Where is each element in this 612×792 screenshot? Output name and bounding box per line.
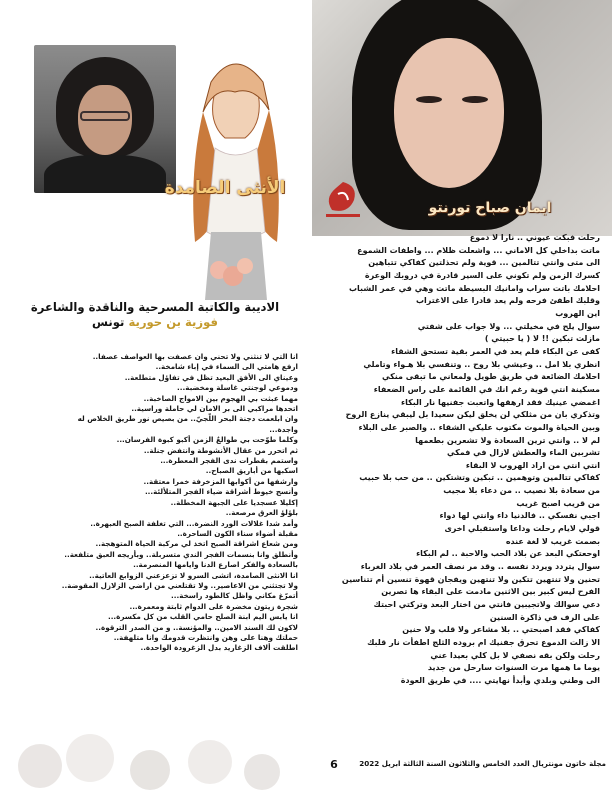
text-line: واستمم بقطرات ندى الفجر المعطرة... <box>160 456 298 466</box>
text-line: الفرح ليس كبير بين الاثنين مادمت على البقاء ها تصرين <box>381 587 600 597</box>
text-line: ارفع هامتي الى السماء في إباء شامخة.. <box>155 362 298 372</box>
text-line: اجبي نفسكي .. فالدنيا داء وانتي لها دواء <box>439 511 600 521</box>
text-line: قولي لايام رحلت وداعا واستقبلي اخرى <box>444 524 600 534</box>
text-line: وارشفها من أكوابها المزخرفة خمرا معتقة.. <box>143 476 298 486</box>
text-line: ومن شعاع اشراقة الصبح اتخذ لي مركبة الحياة المتوهجة.. <box>95 539 298 549</box>
text-line: اتحدها مراكبي الى بر الامان لي حاملة وراسية.. <box>131 404 298 414</box>
text-line: مسكينة انتي قوية رغم انك في القائمة على راس الضعفاء <box>373 384 600 394</box>
woman-illustration <box>185 52 285 300</box>
text-line: انا التي لا تنثني ولا تحني وان عصفت بها العواصف عصفا.. <box>92 352 298 361</box>
author-title: الاديبة والكاتبة المسرحية والناقدة والشاعرة <box>30 300 280 314</box>
text-line: اغمضي عينيك فقد ارهقها واتعبت جفنيها نار البكاء <box>401 397 600 407</box>
poet-name: ايمان صباح تورنتو <box>428 200 552 216</box>
roses-decoration <box>0 718 300 792</box>
text-line: إكليلا عسجديا على الجبهة المخطلة.. <box>170 497 298 507</box>
text-line: اطلقت ألاف الزغاريد بدل الزغرودة الواحدة.. <box>140 643 298 653</box>
text-line: بلؤلؤ العرق مرصعة.. <box>225 508 298 518</box>
text-line: اوحعتكي البعد عن بلاد الحب والاحبة .. لم البكاء <box>416 549 600 559</box>
text-line: وتذكري بان من مثلكي لن يخلق ليكن سعيدا بل ليبقي ينازع الروح <box>345 410 600 420</box>
text-line: رحلت فبكت عيوني .. نارا لا دموع <box>469 233 600 242</box>
author-name-line <box>14 315 296 330</box>
text-line: ماتت بداخلي كل الاماني ... واشعلت ظلام ... واطفات الشموع <box>357 245 600 255</box>
text-line: كفاكي فقد اصبحتي .. بلا مشاعر ولا قلب ولا حنين <box>402 625 600 635</box>
khatun-logo-icon <box>318 178 368 222</box>
text-line: ولا تجتثني من الاعاصير.. ولا تقتلعني من اراضي الزلازل المقوضة.. <box>61 580 298 590</box>
text-line: انتي انتي من اراد الهروب لا البقاء <box>465 460 600 470</box>
text-line: وأنسج خيوط أشراقة ضياء الفجر المتلألئة... <box>144 487 298 497</box>
text-line: اين الهروب <box>555 308 600 318</box>
text-line: أتمرّغ مكاني واظل كالطود راسخة... <box>171 591 298 601</box>
page-number: 6 <box>330 758 338 771</box>
text-line: واجدة... <box>269 424 298 434</box>
text-line: مقبلة أضواء سناء الكون الساحرة.. <box>177 528 298 538</box>
text-line: الى وطني وبلدي وأبدأ نهايتي .... في طريق العودة <box>400 675 600 685</box>
magazine-footer: مجلة خاتون مونتريال العدد الخامس والثلاثون السنة الثالثة ابريل 2022 <box>359 759 606 768</box>
text-line: وأمد شدا غلالات الورد النضرة... التي تغلفة الصبح العبهرة.. <box>90 518 298 528</box>
author-photo <box>34 45 176 193</box>
text-line: كسرك الزمن ولم تكوني على السير قادرة في دروبك الوعرة <box>364 270 600 280</box>
text-line: من سعادة بلا نصيب .. من دعاء بلا مجيب <box>443 486 600 496</box>
text-line: اسكبها من أباريق الصباح.. <box>205 466 298 476</box>
text-line: سوال يلح في مخيلتي ... ولا جواب على شفتي <box>417 321 600 331</box>
text-line: بصمت غريب لا لغة عنده <box>505 536 600 546</box>
text-line: احلامك الضائعة في طريق طويل ولمعاني ما تبقى منكي <box>381 372 600 382</box>
text-line: سوال يتردد ويردد نفسه .. وقد مر نصف العمر في بلاد الغرباء <box>360 562 600 572</box>
text-line: وأنطلق وانا بنسمات الفجر الندي متسربلة.. وبأريجه العبق متلفعة.. <box>64 549 298 559</box>
text-line: الا زالت الدموع تحرق جفنيك ام بروده الثلج اطفأت نار قلبك <box>367 638 600 647</box>
text-line: كفاكي تتالمين وتوهمين .. تبكين وتشتكين .. من حب بلا حبيب <box>359 473 600 483</box>
text-line: بالسعادة والفكر اصارع الدنا وايامها المنصرمة.. <box>133 560 298 570</box>
article-header <box>14 300 296 330</box>
text-line: كفى عن البكاء فلم يعد في العمر بقية تستحق الشقاء <box>391 346 600 356</box>
text-line: من قريب اصبح غريب <box>516 498 600 508</box>
author-name: فوزية بن حورية <box>128 315 218 329</box>
text-line: وعيناي الى الأفق البعيد تظل في تفاؤل متطلعة.. <box>124 372 298 382</box>
text-line: تحنين ولا تنتهين تتكين ولا تنتهين ويفجان قهوة تنسين أم تتناسين <box>341 574 600 584</box>
left-column-text <box>12 352 298 654</box>
text-line: وبين الحياة والموت مكتوب عليكي الشقاء .. والصبر على البلاء <box>358 422 600 432</box>
right-column-text <box>316 232 600 688</box>
text-line: وكلما طوّحت بي طوالعٌ الزمن أكبو كبوة الفرسان... <box>116 435 298 445</box>
text-line: يوما ما همها مرت السنوات سارحل من جديد <box>427 663 600 673</box>
text-line: دعي سوالك ولاتجيبين فانتي من اختار البعد وتركتي احبتك <box>373 600 600 610</box>
text-line: حملتك وهنا على وهن وانتظرت قدومك وانا متلهفة.. <box>113 632 298 642</box>
author-country: تونس <box>92 315 125 329</box>
text-line: لم لا .. وانتي ترين السعادة ولا تشعرين بطعمها <box>415 435 600 445</box>
text-line: مازلت تبكين !! لا ( يا حبيتي ) <box>484 334 600 344</box>
text-line: انا يابس اليم ابنة الصلح حامي القلب من كل مكسرة... <box>107 612 298 622</box>
text-line: وقلبك اطفئ فرحه ولم يعد قادرا على الاغتراب <box>416 296 600 306</box>
text-line: على الرف في ذاكرة السنين <box>489 612 600 622</box>
text-line: الى متى وانتي تتالمين ... قوية ولم تحذلتين كفاكي تتباهين <box>368 258 600 268</box>
text-line: وان ابلعمت دجنة البحر اللّجيّ.. من بصيص نور طريق الخلاص له <box>77 414 298 424</box>
text-line: مهما عبثت بي الهجوم بين الامواج الصاخبة.. <box>143 393 298 403</box>
section-title: الأنثى الصامدة <box>164 178 286 198</box>
text-line: ثم اتحرر من عقال الأنشوطة وانتفض جنلة.. <box>143 445 298 455</box>
text-line: انظري بلا امل .. وعيشي بلا روح .. وتنفسي بلا هـواء وتاملي <box>363 359 600 369</box>
text-line: شجرة زيتون مخضرة على الدوام ثابتة ومعمرة... <box>129 601 298 611</box>
text-line: تشربين الماء والعطش لازال في فمكي <box>447 448 600 458</box>
text-line: لاكون لك السند الامين.. والمؤنسة.. و من الصدر الترقوة.. <box>95 622 298 632</box>
text-line: انا الانثى الصامدة، اتشى السرو لا تزعزعني الزوابع العاتية.. <box>89 570 298 580</box>
text-line: احلامك باتت سراب وامانيك البسيطة ماتت وهي في عمر الشباب <box>349 283 600 293</box>
text-line: ودموعي لوجنتي غاسلة ومخضبة... <box>177 383 298 393</box>
text-line: رحلت ولكن بقه نصفي لا بل كلي بعيدا عني <box>430 650 600 660</box>
